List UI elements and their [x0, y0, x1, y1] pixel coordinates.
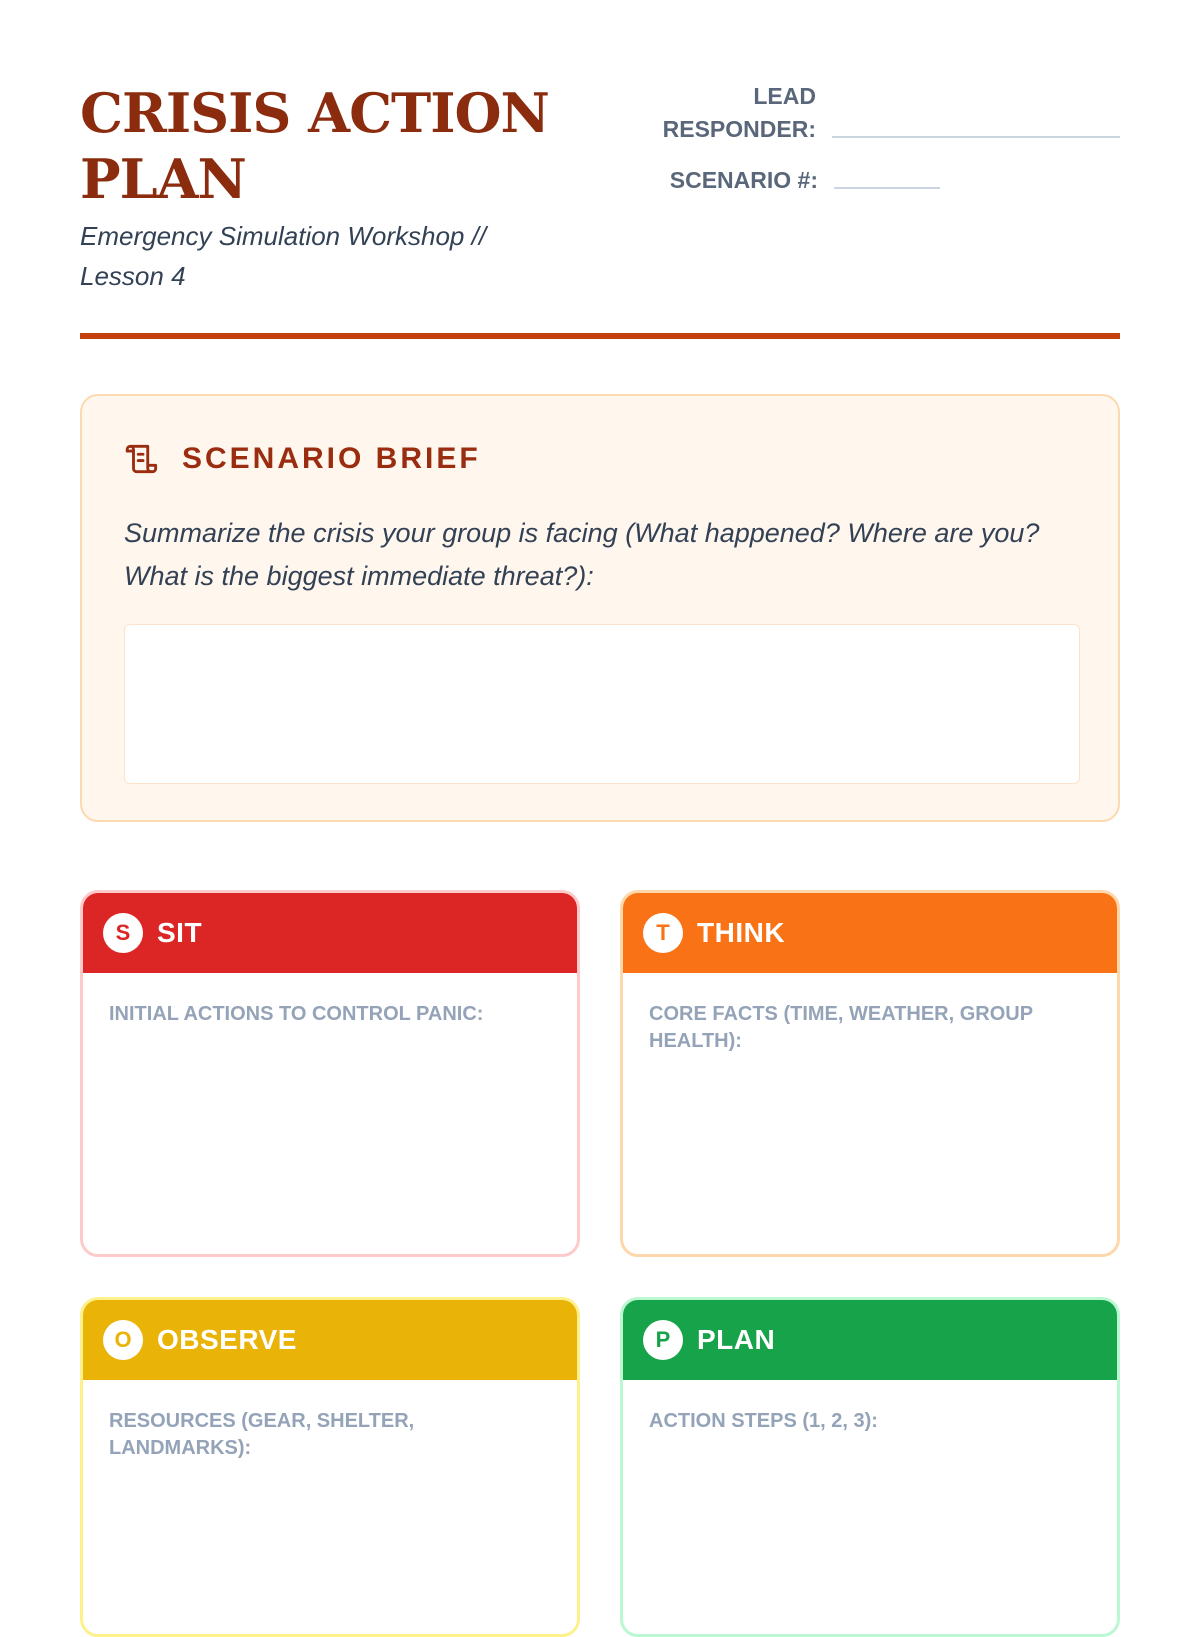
think-card	[620, 890, 1120, 1257]
scenario-brief-answer-box[interactable]	[124, 624, 1080, 784]
header-divider	[80, 333, 1120, 339]
observe-title: OBSERVE	[157, 1324, 297, 1355]
page-subtitle: Emergency Simulation Workshop // Lesson 4	[80, 221, 487, 291]
scenario-brief-panel	[80, 394, 1120, 822]
scenario-brief-title: SCENARIO BRIEF	[182, 442, 481, 475]
lead-responder-field[interactable]	[832, 136, 1120, 138]
observe-card	[80, 1297, 580, 1637]
observe-prompt[interactable]: RESOURCES (GEAR, SHELTER, LANDMARKS):	[109, 1410, 415, 1459]
plan-badge: P	[643, 1320, 683, 1360]
sit-card	[80, 890, 580, 1257]
think-badge: T	[643, 913, 683, 953]
scenario-brief-prompt: Summarize the crisis your group is facing (What happened? Where are you? What is the biggest immediate threat?):	[124, 518, 1040, 591]
observe-badge: O	[103, 1320, 143, 1360]
scroll-icon	[124, 440, 162, 478]
sit-prompt[interactable]: INITIAL ACTIONS TO CONTROL PANIC:	[109, 1003, 484, 1025]
lead-responder-label: LEAD RESPONDER:	[662, 83, 816, 142]
scenario-number-row	[600, 164, 1120, 197]
meta-fields	[600, 80, 1120, 215]
page-title: CRISIS ACTION PLAN	[80, 81, 549, 211]
plan-card	[620, 1297, 1120, 1637]
lead-responder-row	[600, 80, 1120, 146]
scenario-number-field[interactable]	[834, 187, 940, 189]
sit-title: SIT	[157, 917, 203, 948]
scenario-brief-header	[124, 440, 481, 478]
think-prompt[interactable]: CORE FACTS (TIME, WEATHER, GROUP HEALTH):	[649, 1003, 1033, 1052]
think-card-header	[623, 893, 1117, 973]
page-header	[80, 80, 1120, 340]
observe-card-header	[83, 1300, 577, 1380]
sit-badge: S	[103, 913, 143, 953]
sit-card-header	[83, 893, 577, 973]
plan-card-header	[623, 1300, 1117, 1380]
scenario-number-label: SCENARIO #:	[669, 167, 818, 193]
plan-title: PLAN	[697, 1324, 776, 1355]
think-title: THINK	[697, 917, 786, 948]
plan-prompt[interactable]: ACTION STEPS (1, 2, 3):	[649, 1410, 878, 1432]
